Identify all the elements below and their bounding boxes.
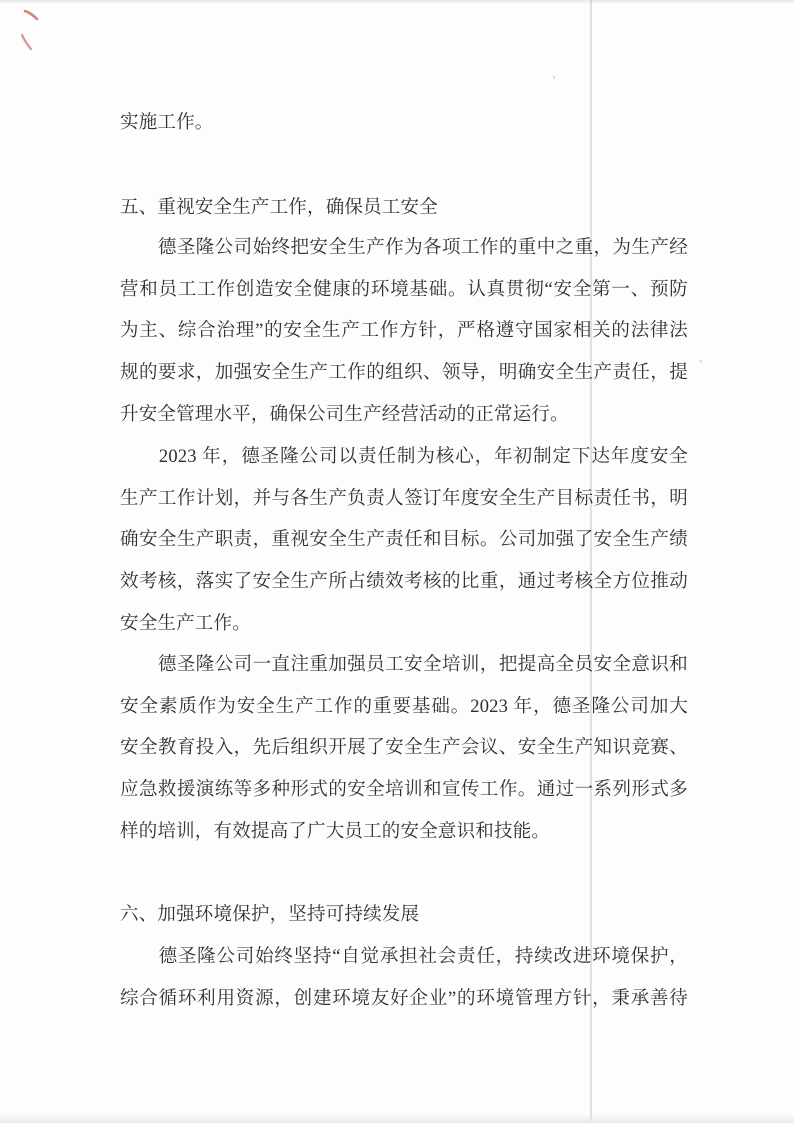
red-pen-mark-upper <box>25 11 37 19</box>
scan-speck <box>553 76 555 79</box>
red-pen-marks <box>16 4 50 56</box>
paragraph-2023-responsibility <box>120 437 688 645</box>
scan-edge-bottom <box>0 1114 794 1123</box>
section-heading-5 <box>120 188 688 230</box>
red-pen-mark-lower <box>22 35 31 49</box>
text-line: 五、重视安全生产工作，确保员工安全 <box>120 198 438 218</box>
text-line: 六、加强环境保护，坚持可持续发展 <box>120 905 420 925</box>
text-line: 样的培训，有效提高了广大员工的安全意识和技能。 <box>120 821 551 842</box>
text-line: 生产工作计划，并与各生产负责人签订年度安全生产目标责任书，明 <box>120 488 688 509</box>
text-line: 升安全管理水平，确保公司生产经营活动的正常运行。 <box>120 404 569 425</box>
paragraph-environment-policy <box>120 937 688 1020</box>
paragraph-safety-policy <box>120 228 688 436</box>
text-line: 营和员工工作创造安全健康的环境基础。认真贯彻“安全第一、预防 <box>120 279 688 300</box>
text-line: 德圣隆公司始终把安全生产作为各项工作的重中之重，为生产经 <box>120 238 688 258</box>
text-line: 2023 年，德圣隆公司以责任制为核心，年初制定下达年度安全 <box>120 447 688 467</box>
text-line: 应急救援演练等多种形式的安全培训和宣传工作。通过一系列形式多 <box>120 780 688 801</box>
paragraph-continuation <box>120 103 688 145</box>
text-line: 德圣隆公司始终坚持“自觉承担社会责任，持续改进环境保护， <box>120 947 688 967</box>
text-line: 确安全生产职责，重视安全生产责任和目标。公司加强了安全生产绩 <box>120 530 688 551</box>
scan-speck <box>700 360 702 363</box>
scan-edge-top <box>0 0 794 4</box>
text-line: 安全素质作为安全生产工作的重要基础。2023 年，德圣隆公司加大 <box>120 696 688 717</box>
text-line: 安全生产工作。 <box>120 613 251 634</box>
text-line: 规的要求，加强安全生产工作的组织、领导，明确安全生产责任，提 <box>120 363 688 384</box>
paragraph-safety-training <box>120 645 688 853</box>
text-line: 效考核，落实了安全生产所占绩效考核的比重，通过考核全方位推动 <box>120 572 688 593</box>
text-line: 实施工作。 <box>120 113 214 133</box>
text-line: 综合循环利用资源，创建环境友好企业”的环境管理方针，秉承善待 <box>120 988 688 1009</box>
text-line: 安全教育投入，先后组织开展了安全生产会议、安全生产知识竞赛、 <box>120 738 688 759</box>
text-line: 为主、综合治理”的安全生产工作方针，严格遵守国家相关的法律法 <box>120 321 688 342</box>
section-heading-6 <box>120 895 688 937</box>
text-line: 德圣隆公司一直注重加强员工安全培训，把提高全员安全意识和 <box>120 655 688 675</box>
